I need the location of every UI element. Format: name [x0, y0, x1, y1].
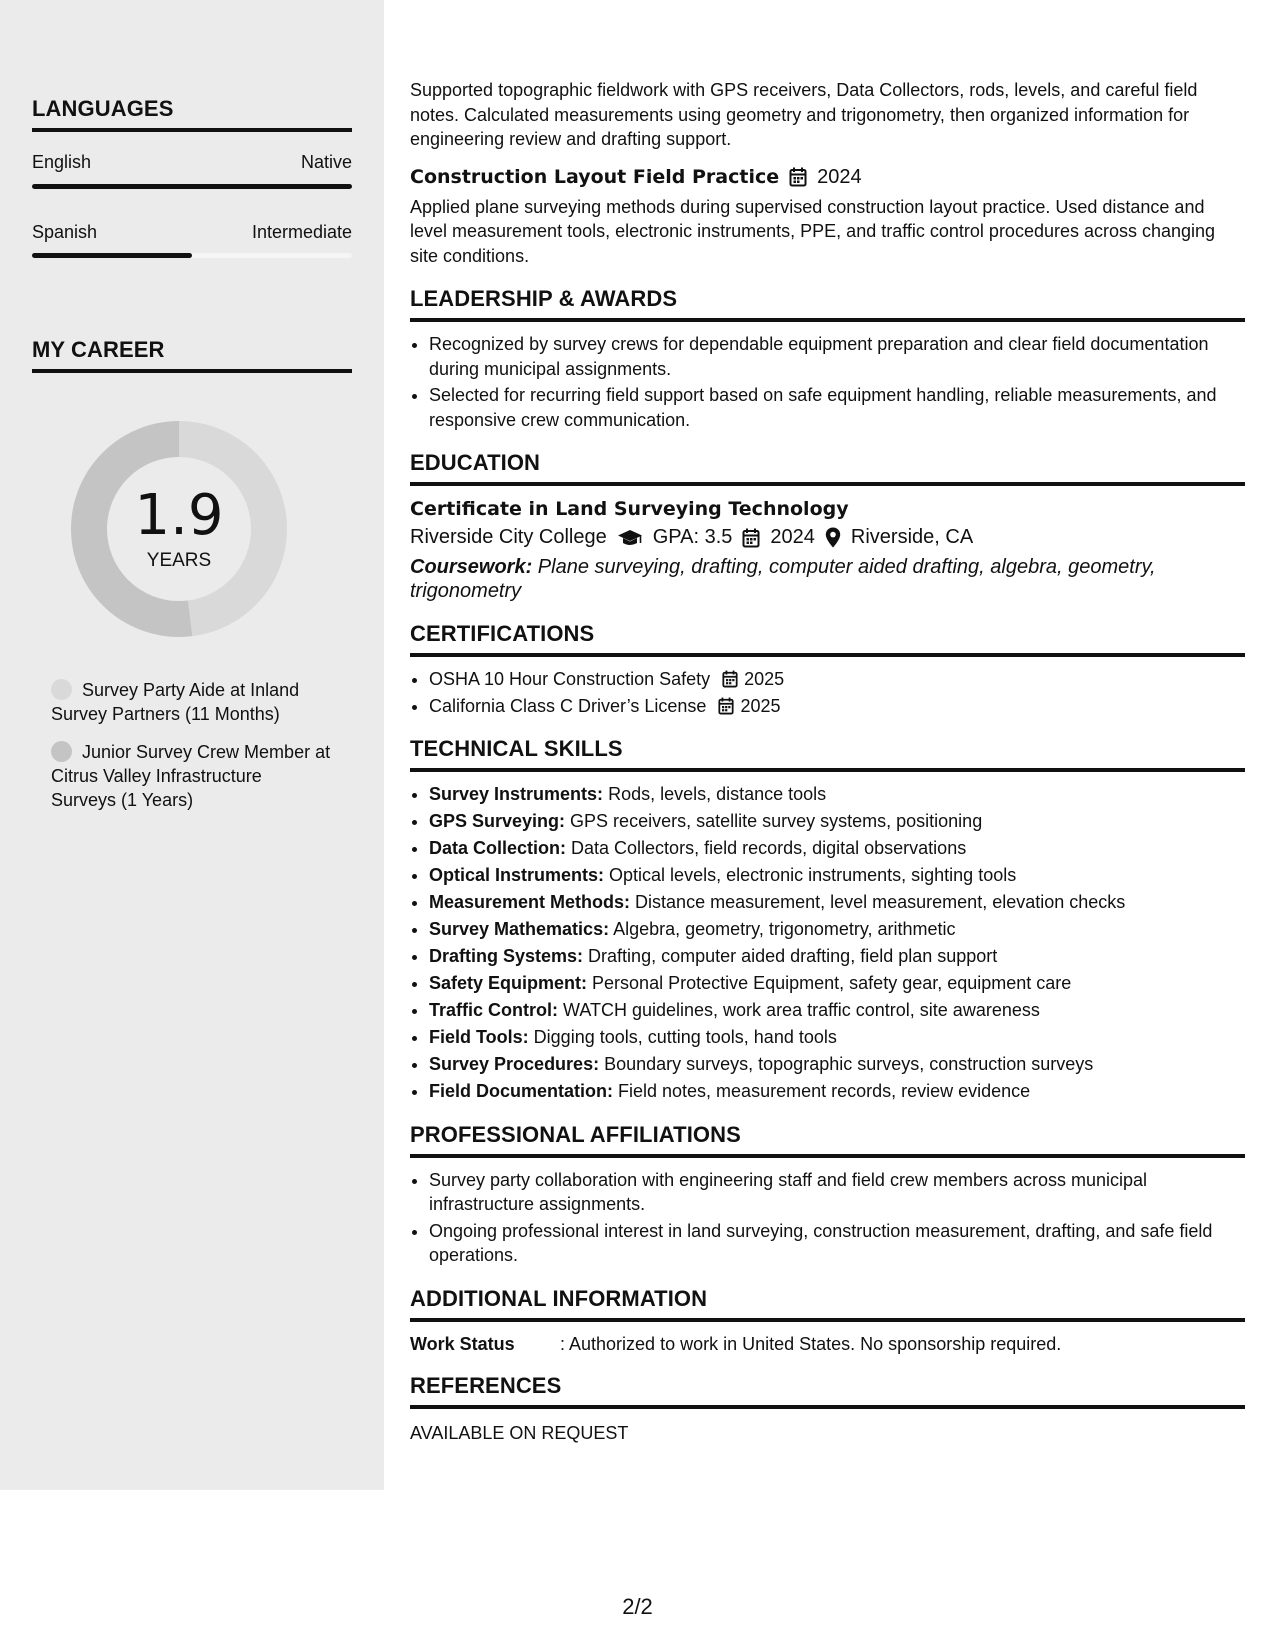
- skill-item: [429, 998, 1245, 1023]
- leadership-list: [410, 332, 1245, 432]
- skill-value: GPS receivers, satellite survey systems, positioning: [565, 811, 983, 831]
- skill-label: Survey Procedures:: [429, 1054, 600, 1074]
- skill-label: Field Tools:: [429, 1027, 529, 1047]
- list-item: • Ongoing professional interest in land surveying, construction measurement, drafting, and safe field operations.: [429, 1219, 1245, 1268]
- skills-list: [410, 782, 1245, 1104]
- references-heading: REFERENCES: [410, 1373, 1245, 1409]
- career-item-text: Survey Party Aide at Inland Survey Partners (11 Months): [51, 680, 300, 724]
- skill-value: Digging tools, cutting tools, hand tools: [528, 1027, 837, 1047]
- list-item: • Selected for recurring field support based on safe equipment handling, reliable measurements, and responsive crew communication.: [429, 383, 1245, 432]
- cert-year: 2025: [744, 669, 785, 689]
- skill-label: GPS Surveying:: [429, 811, 566, 831]
- education-section: [410, 450, 1245, 603]
- skill-item: [429, 782, 1245, 807]
- language-name: Spanish: [32, 222, 98, 242]
- language-bar-fill: [32, 184, 352, 189]
- practice-description: Applied plane surveying methods during supervised construction layout practice. Used distance and level measurement tools, electronic instruments, PPE, and traffic control procedures across changing site conditions.: [410, 196, 1216, 266]
- skill-item: [429, 1025, 1245, 1050]
- career-years-value: 1.9: [134, 483, 224, 548]
- certifications-heading: CERTIFICATIONS: [410, 621, 1245, 657]
- calendar-icon: [722, 670, 738, 688]
- additional-section: [410, 1286, 1245, 1355]
- education-title: Certificate in Land Surveying Technology: [410, 498, 849, 520]
- work-status-row: [410, 1334, 1245, 1355]
- skill-item: [429, 863, 1245, 888]
- skill-value: Drafting, computer aided drafting, field plan support: [583, 946, 998, 966]
- skill-label: Optical Instruments:: [429, 865, 605, 885]
- languages-section: [32, 96, 352, 132]
- skill-label: Traffic Control:: [429, 1000, 558, 1020]
- leadership-section: [410, 286, 1245, 432]
- skill-value: Boundary surveys, topographic surveys, construction surveys: [599, 1054, 1094, 1074]
- career-donut-chart: [66, 416, 292, 642]
- skill-label: Survey Instruments:: [429, 784, 604, 804]
- cert-year: 2025: [740, 695, 781, 716]
- affiliations-list: [410, 1168, 1245, 1268]
- skill-value: Optical levels, electronic instruments, sighting tools: [604, 865, 1017, 885]
- skill-item: [429, 944, 1245, 969]
- skill-item: [429, 971, 1245, 996]
- skill-value: Algebra, geometry, trigonometry, arithmetic: [609, 919, 956, 939]
- calendar-icon: [718, 697, 734, 715]
- leadership-heading: LEADERSHIP & AWARDS: [410, 286, 1245, 322]
- education-gpa: GPA: 3.5: [652, 526, 733, 548]
- skill-label: Field Documentation:: [429, 1081, 613, 1101]
- affiliations-heading: PROFESSIONAL AFFILIATIONS: [410, 1122, 1245, 1158]
- language-bar-fill: [32, 253, 192, 258]
- skill-value: Personal Protective Equipment, safety gear, equipment care: [587, 973, 1072, 993]
- skill-item: [429, 917, 1245, 942]
- skill-label: Data Collection:: [429, 838, 567, 858]
- sidebar: [0, 0, 384, 1490]
- career-section: [32, 337, 352, 373]
- language-row-spanish: [32, 222, 352, 243]
- certifications-list: [410, 667, 1245, 718]
- skill-label: Drafting Systems:: [429, 946, 584, 966]
- references-section: [410, 1373, 1245, 1444]
- skill-label: Measurement Methods:: [429, 892, 631, 912]
- career-item-text: Junior Survey Crew Member at Citrus Valley Infrastructure Surveys (1 Years): [51, 742, 331, 810]
- list-item: • Recognized by survey crews for dependable equipment preparation and clear field documentation during municipal assignments.: [429, 332, 1245, 381]
- page-number: 2/2: [622, 1594, 653, 1619]
- work-status-label: Work Status: [410, 1333, 515, 1354]
- career-years-unit: YEARS: [146, 550, 212, 571]
- language-level: Native: [300, 152, 352, 172]
- cert-name: • OSHA 10 Hour Construction Safety: [429, 669, 711, 689]
- graduation-cap-icon: [617, 529, 643, 547]
- calendar-icon: [789, 167, 807, 187]
- career-heading: MY CAREER: [32, 337, 352, 373]
- legend-dot: [51, 741, 72, 762]
- skill-item: [429, 1052, 1245, 1077]
- list-item: • Survey party collaboration with engineering staff and field crew members across municipal infrastructure assignments.: [429, 1168, 1245, 1217]
- skill-label: Safety Equipment:: [429, 973, 588, 993]
- education-school: Riverside City College: [410, 526, 607, 548]
- skills-heading: TECHNICAL SKILLS: [410, 736, 1245, 772]
- main-content: [410, 78, 1245, 1444]
- calendar-icon: [742, 528, 760, 548]
- language-row-english: [32, 152, 352, 173]
- references-text: AVAILABLE ON REQUEST: [410, 1422, 629, 1443]
- practice-year: 2024: [817, 165, 862, 188]
- skill-value: WATCH guidelines, work area traffic control, site awareness: [558, 1000, 1040, 1020]
- education-meta: [410, 526, 1245, 549]
- skill-value: Distance measurement, level measurement, elevation checks: [630, 892, 1126, 912]
- list-item: [429, 667, 1245, 692]
- map-pin-icon: [825, 527, 841, 548]
- cert-name: • California Class C Driver’s License: [429, 695, 707, 716]
- coursework-label: Coursework:: [410, 556, 533, 578]
- education-heading: EDUCATION: [410, 450, 1245, 486]
- practice-heading: [410, 166, 1245, 189]
- language-name: English: [32, 152, 92, 172]
- legend-dot: [51, 679, 72, 700]
- skill-item: [429, 1079, 1245, 1104]
- skill-label: Survey Mathematics:: [429, 919, 610, 939]
- career-item: [51, 678, 331, 726]
- skill-item: [429, 836, 1245, 861]
- language-level: Intermediate: [251, 222, 352, 242]
- practice-title: Construction Layout Field Practice: [410, 166, 780, 188]
- affiliations-section: [410, 1122, 1245, 1268]
- skills-section: [410, 736, 1245, 1104]
- languages-heading: LANGUAGES: [32, 96, 352, 132]
- skill-item: [429, 809, 1245, 834]
- coursework-text: Plane surveying, drafting, computer aided drafting, algebra, geometry, trigonometry: [410, 556, 1156, 602]
- education-coursework: [410, 555, 1245, 603]
- career-item: [51, 740, 331, 812]
- language-bar-spanish: [32, 253, 352, 258]
- skill-value: Data Collectors, field records, digital observations: [566, 838, 967, 858]
- skill-value: Rods, levels, distance tools: [603, 784, 827, 804]
- additional-heading: ADDITIONAL INFORMATION: [410, 1286, 1245, 1322]
- certifications-section: [410, 621, 1245, 718]
- skill-item: [429, 890, 1245, 915]
- education-year: 2024: [770, 526, 815, 548]
- education-location: Riverside, CA: [850, 526, 974, 548]
- language-bar-english: [32, 184, 352, 189]
- skill-value: Field notes, measurement records, review evidence: [613, 1081, 1031, 1101]
- work-status-value: : Authorized to work in United States. No sponsorship required.: [560, 1333, 1062, 1354]
- list-item: [429, 694, 1245, 719]
- intro-paragraph: Supported topographic fieldwork with GPS receivers, Data Collectors, rods, levels, and careful field notes. Calculated measurements using geometry and trigonometry, then organized information for engineering review and drafting support.: [410, 80, 1198, 149]
- career-list: [51, 678, 331, 826]
